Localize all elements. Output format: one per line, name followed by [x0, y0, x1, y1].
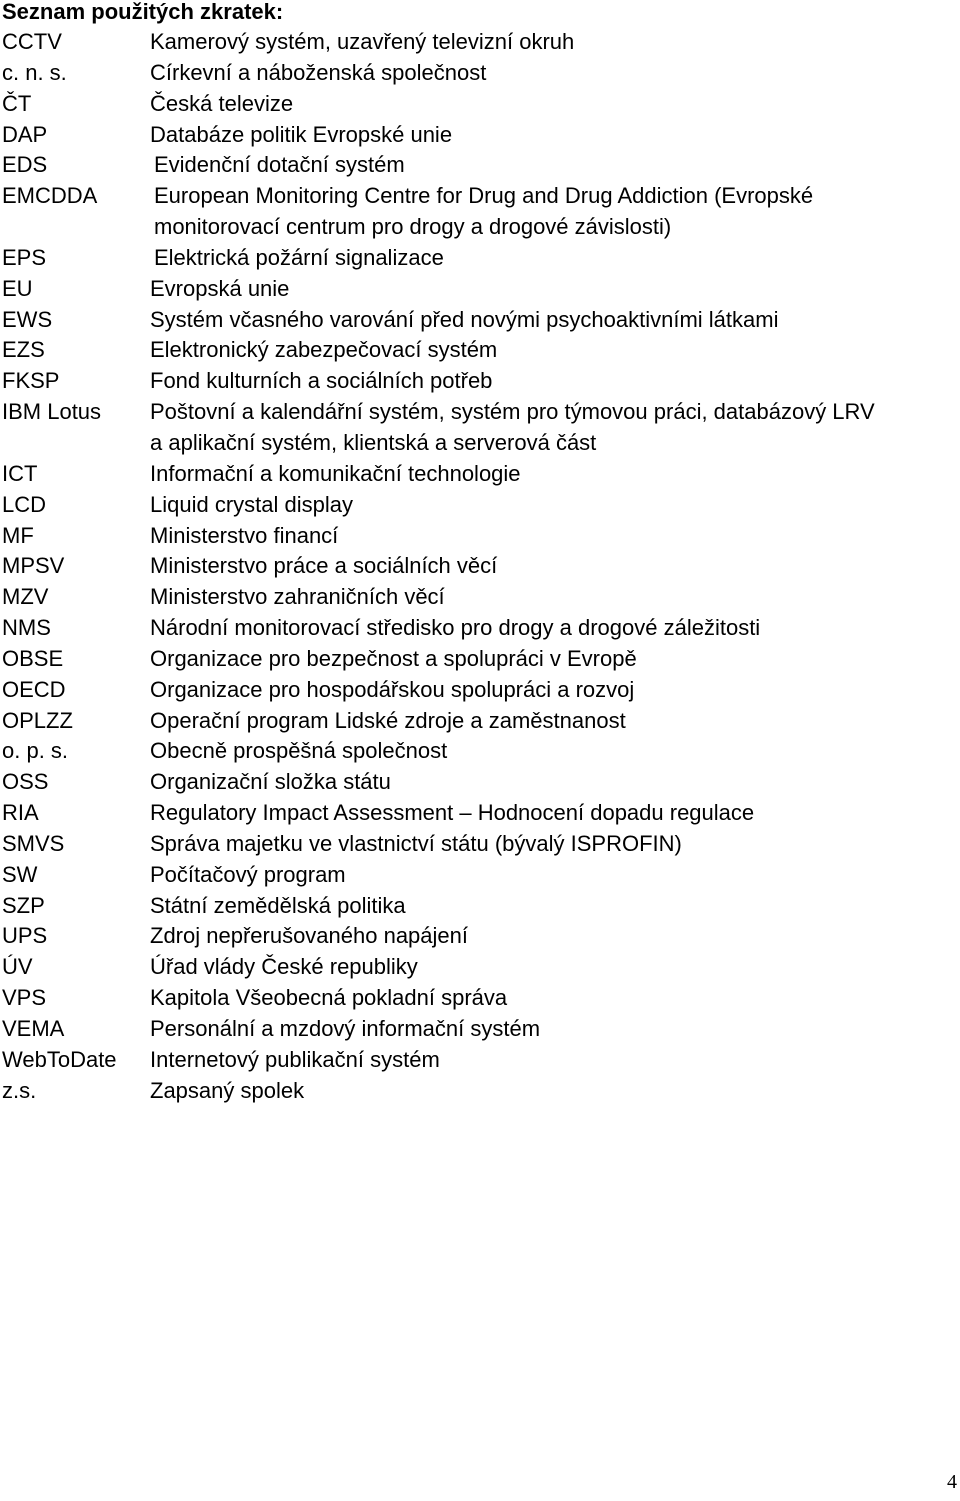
page-number: 4 — [947, 1471, 957, 1493]
abbreviation-row — [0, 305, 960, 336]
abbreviation-meaning: Kamerový systém, uzavřený televizní okruh — [150, 29, 575, 54]
abbreviation-meaning: Databáze politik Evropské unie — [150, 121, 453, 147]
abbreviation-term: OSS — [2, 769, 49, 795]
abbreviation-row — [0, 1076, 960, 1107]
abbreviation-row — [0, 397, 960, 459]
abbreviation-row — [0, 798, 960, 829]
abbreviation-meaning: Operační program Lidské zdroje a zaměstnanost — [150, 707, 626, 733]
abbreviation-row — [0, 551, 960, 582]
abbreviation-meaning: Fond kulturních a sociálních potřeb — [150, 368, 493, 394]
abbreviation-meaning: Zdroj nepřerušovaného napájení — [150, 923, 469, 949]
abbreviation-meaning: Liquid crystal display — [150, 491, 353, 517]
abbreviation-term: EZS — [2, 337, 45, 363]
abbreviation-list — [0, 27, 960, 1107]
abbreviation-term: ČT — [2, 90, 32, 116]
abbreviation-meaning: Národní monitorovací středisko pro drogy a drogové záležitosti — [150, 615, 761, 641]
abbreviation-term: c. n. s. — [2, 59, 67, 85]
abbreviation-term: MF — [2, 522, 34, 548]
abbreviation-row — [0, 860, 960, 891]
abbreviation-meaning: Elektronický zabezpečovací systém — [150, 337, 498, 363]
abbreviation-term: VPS — [2, 985, 47, 1011]
abbreviation-term: DAP — [2, 121, 48, 147]
abbreviation-meaning: Regulatory Impact Assessment – Hodnocení dopadu regulace — [150, 800, 755, 826]
abbreviation-term: SZP — [2, 892, 45, 918]
abbreviation-term: LCD — [2, 491, 47, 517]
abbreviation-meaning: European Monitoring Centre for Drug and Drug Addiction (Evropské monitorovací centrum pro drogy a drogové závislosti) — [154, 183, 814, 240]
abbreviation-term: SMVS — [2, 830, 65, 856]
abbreviation-meaning: Státní zemědělská politika — [150, 892, 406, 918]
abbreviation-meaning: Kapitola Všeobecná pokladní správa — [150, 985, 508, 1011]
abbreviation-term: FKSP — [2, 368, 60, 394]
abbreviation-row — [0, 706, 960, 737]
abbreviation-term: VEMA — [2, 1016, 65, 1041]
abbreviation-term: IBM Lotus — [2, 399, 102, 425]
abbreviation-row — [0, 58, 960, 89]
abbreviation-meaning: Personální a mzdový informační systém — [150, 1016, 541, 1041]
abbreviation-row — [0, 89, 960, 120]
abbreviation-row — [0, 613, 960, 644]
abbreviation-meaning: Organizace pro bezpečnost a spolupráci v Evropě — [150, 645, 637, 671]
abbreviation-term: EWS — [2, 306, 53, 332]
abbreviation-meaning: Ministerstvo financí — [150, 522, 339, 548]
abbreviation-row — [0, 1014, 960, 1045]
abbreviation-meaning: Úřad vlády České republiky — [150, 954, 418, 980]
abbreviation-term: MPSV — [2, 553, 65, 579]
abbreviation-term: OBSE — [2, 645, 64, 671]
abbreviation-row — [0, 983, 960, 1014]
abbreviation-term: z.s. — [2, 1077, 37, 1103]
abbreviation-meaning: Česká televize — [150, 90, 294, 116]
abbreviation-row — [0, 736, 960, 767]
abbreviation-row — [0, 335, 960, 366]
abbreviation-term: EDS — [2, 152, 48, 178]
abbreviation-meaning: Počítačový program — [150, 861, 346, 887]
abbreviation-term: EMCDDA — [2, 183, 98, 209]
abbreviation-meaning: Ministerstvo práce a sociálních věcí — [150, 553, 498, 579]
abbreviation-row — [0, 644, 960, 675]
abbreviation-term: RIA — [2, 800, 39, 826]
abbreviation-meaning: Organizace pro hospodářskou spolupráci a rozvoj — [150, 676, 635, 702]
abbreviation-term: o. p. s. — [2, 738, 69, 764]
abbreviation-row — [0, 582, 960, 613]
abbreviation-row — [0, 243, 960, 274]
abbreviation-term: EPS — [2, 244, 47, 270]
abbreviation-meaning: Internetový publikační systém — [150, 1046, 440, 1072]
abbreviation-meaning: Evidenční dotační systém — [154, 152, 405, 178]
abbreviation-row — [0, 490, 960, 521]
abbreviation-row — [0, 1045, 960, 1076]
page-heading: Seznam použitých zkratek: — [2, 0, 284, 24]
abbreviation-term: OPLZZ — [2, 707, 73, 733]
abbreviation-row — [0, 891, 960, 922]
abbreviation-meaning: Elektrická požární signalizace — [154, 244, 444, 270]
abbreviation-term: OECD — [2, 676, 66, 702]
abbreviation-meaning: Církevní a náboženská společnost — [150, 59, 487, 85]
abbreviation-meaning: Evropská unie — [150, 275, 290, 301]
abbreviation-term: SW — [2, 861, 38, 887]
abbreviation-row — [0, 181, 960, 243]
abbreviation-term: CCTV — [2, 29, 62, 54]
abbreviation-row — [0, 459, 960, 490]
abbreviation-meaning: Obecně prospěšná společnost — [150, 738, 448, 764]
abbreviation-meaning: Ministerstvo zahraničních věcí — [150, 584, 445, 610]
abbreviation-term: ÚV — [2, 954, 33, 980]
abbreviation-term: WebToDate — [2, 1046, 117, 1072]
abbreviation-meaning: Správa majetku ve vlastnictví státu (bývalý ISPROFIN) — [150, 830, 682, 856]
abbreviation-row — [0, 675, 960, 706]
abbreviation-meaning: Organizační složka státu — [150, 769, 391, 795]
abbreviation-row — [0, 366, 960, 397]
abbreviation-row — [0, 521, 960, 552]
abbreviation-row — [0, 952, 960, 983]
abbreviation-row — [0, 27, 960, 58]
abbreviation-meaning: Systém včasného varování před novými psychoaktivními látkami — [150, 306, 779, 332]
abbreviation-term: NMS — [2, 615, 51, 641]
abbreviation-row — [0, 829, 960, 860]
abbreviation-row — [0, 274, 960, 305]
abbreviation-term: EU — [2, 275, 33, 301]
abbreviation-meaning: Informační a komunikační technologie — [150, 460, 521, 486]
abbreviation-meaning: Zapsaný spolek — [150, 1077, 305, 1103]
abbreviation-row — [0, 150, 960, 181]
abbreviation-meaning: Poštovní a kalendářní systém, systém pro týmovou práci, databázový LRV a aplikační systém, klientská a serverová část — [150, 399, 875, 455]
abbreviation-row — [0, 767, 960, 798]
abbreviation-row — [0, 120, 960, 151]
abbreviation-term: UPS — [2, 923, 48, 949]
abbreviation-term: ICT — [2, 460, 38, 486]
abbreviation-term: MZV — [2, 584, 49, 610]
abbreviation-row — [0, 921, 960, 952]
